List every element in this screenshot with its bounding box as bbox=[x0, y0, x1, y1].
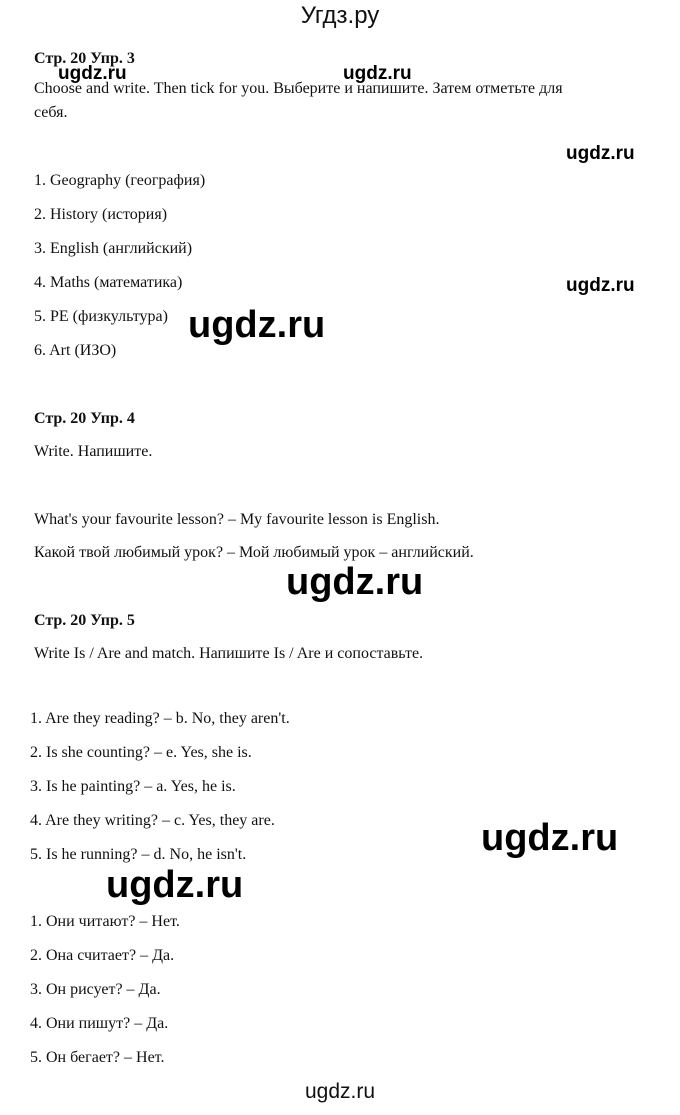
exercise-5-item-en: 2. Is she counting? – e. Yes, she is. bbox=[30, 744, 252, 761]
watermark: ugdz.ru bbox=[566, 275, 635, 296]
watermark: ugdz.ru bbox=[106, 864, 244, 906]
watermark: ugdz.ru bbox=[566, 143, 635, 164]
exercise-3-instruction-line1: Choose and write. Then tick for you. Выберите и напишите. Затем отметьте для bbox=[34, 80, 563, 97]
exercise-5-item-ru: 5. Он бегает? – Нет. bbox=[30, 1049, 165, 1066]
footer-watermark: ugdz.ru bbox=[304, 1080, 376, 1103]
exercise-5-item-ru: 4. Они пишут? – Да. bbox=[30, 1015, 169, 1032]
exercise-5-item-en: 3. Is he painting? – a. Yes, he is. bbox=[30, 778, 236, 795]
watermark: ugdz.ru bbox=[286, 561, 424, 603]
exercise-3-item: 6. Art (ИЗО) bbox=[34, 342, 117, 359]
exercise-5-item-en: 5. Is he running? – d. No, he isn't. bbox=[30, 846, 247, 863]
exercise-3-item: 5. PE (физкультура) bbox=[34, 308, 168, 325]
exercise-5-item-ru: 2. Она считает? – Да. bbox=[30, 947, 175, 964]
watermark: ugdz.ru bbox=[343, 63, 412, 84]
exercise-3-instruction-line2: себя. bbox=[34, 104, 68, 121]
exercise-4-answer-ru: Какой твой любимый урок? – Мой любимый урок – английский. bbox=[34, 544, 474, 561]
exercise-5-heading: Стр. 20 Упр. 5 bbox=[34, 612, 135, 629]
exercise-5-item-ru: 3. Он рисует? – Да. bbox=[30, 981, 161, 998]
watermark: ugdz.ru bbox=[188, 304, 326, 346]
exercise-5-item-en: 1. Are they reading? – b. No, they aren't. bbox=[30, 710, 290, 727]
site-title: Угдз.ру bbox=[300, 2, 380, 29]
exercise-5-item-en: 4. Are they writing? – c. Yes, they are. bbox=[30, 812, 275, 829]
exercise-4-heading: Стр. 20 Упр. 4 bbox=[34, 410, 135, 427]
exercise-4-answer-en: What's your favourite lesson? – My favourite lesson is English. bbox=[34, 511, 440, 528]
exercise-5-item-ru: 1. Они читают? – Нет. bbox=[30, 913, 180, 930]
exercise-3-heading: Стр. 20 Упр. 3 bbox=[34, 50, 135, 67]
exercise-3-item: 1. Geography (география) bbox=[34, 172, 206, 189]
watermark: ugdz.ru bbox=[481, 817, 619, 859]
watermark: ugdz.ru bbox=[58, 63, 127, 84]
exercise-3-item: 2. History (история) bbox=[34, 206, 168, 223]
exercise-4-instruction: Write. Напишите. bbox=[34, 443, 153, 460]
exercise-3-item: 4. Maths (математика) bbox=[34, 274, 183, 291]
exercise-3-item: 3. English (английский) bbox=[34, 240, 193, 257]
exercise-5-instruction: Write Is / Are and match. Напишите Is / Are и сопоставьте. bbox=[34, 645, 424, 662]
